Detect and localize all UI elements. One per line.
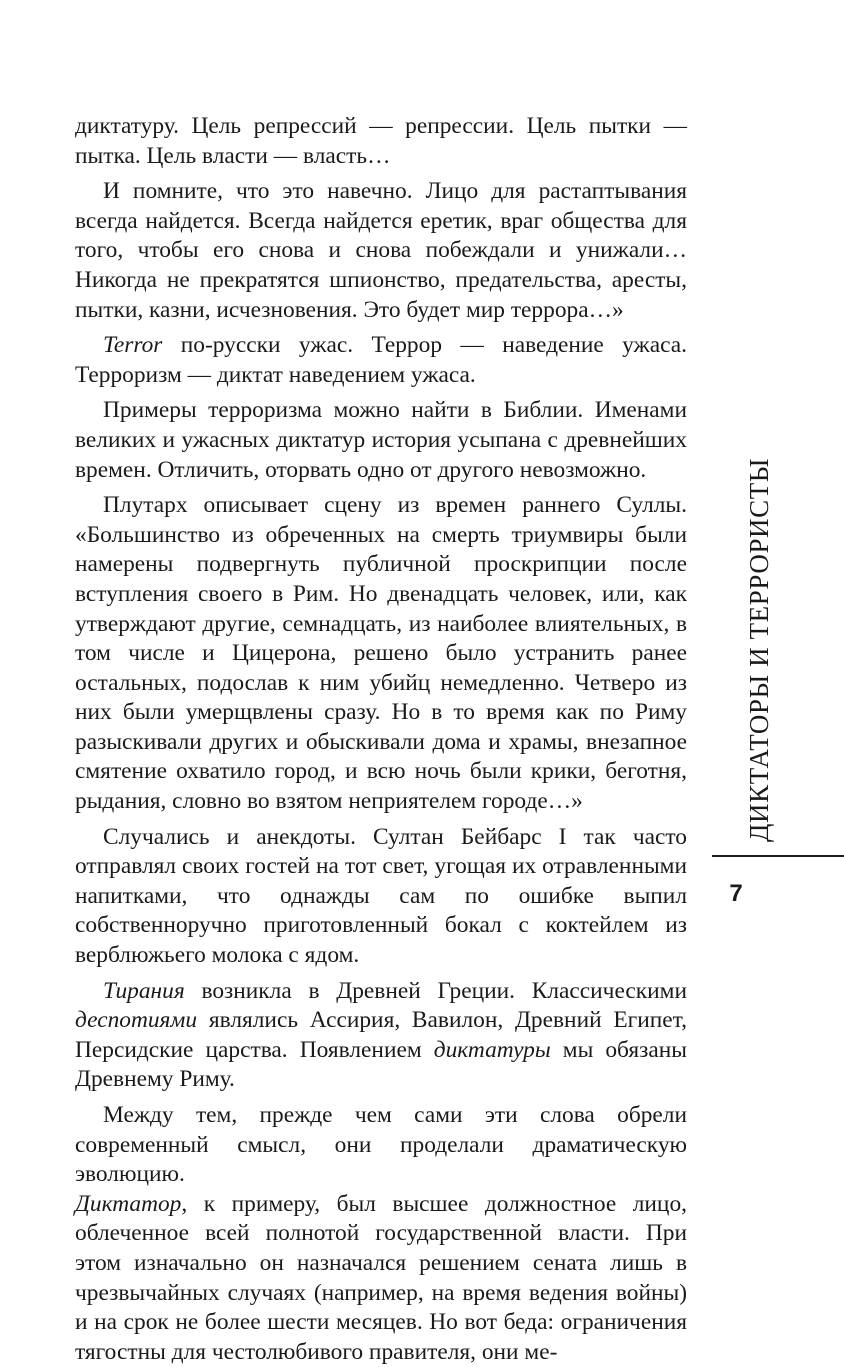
paragraph-text: по-русски ужас. Террор — наведение ужаса. Терроризм — диктат наведением ужаса. [75,332,687,388]
paragraph: диктатуру. Цель репрессий — репрессии. Цель пытки — пытка. Цель власти — власть… [75,113,687,169]
body-text [75,112,687,1367]
paragraph: Между тем, прежде чем сами эти слова обрели современный смысл, они проделали драматическую эволюцию. [75,1102,687,1188]
divider [712,855,844,857]
italic-term: Диктатор [75,1190,182,1217]
paragraph: Случались и анекдоты. Султан Бейбарс I так часто отправлял своих гостей на тот свет, угощая их отравленными напитками, что однажды сам по ошибке выпил собственноручно приготовленный бокал с коктейлем из верблюжьего молока с ядом. [75,823,687,969]
paragraph [75,977,687,1095]
italic-term: диктатуры [433,1036,551,1063]
italic-term: Тирания [103,977,185,1004]
paragraph-text: , к примеру, был высшее должностное лицо, облеченное всей полнотой государственной власти. При этом изначально он назначался решением сената лишь в чрезвычайных случаях (например, на время ведения войны) и на срок не более шести месяцев. Но вот беда: ограничения тягостны для честолюбивого правителя, они ме- [75,1190,687,1365]
paragraph [75,1190,687,1367]
paragraph: Примеры терроризма можно найти в Библии. Именами великих и ужасных диктатур история усыпана с древнейших времен. Отличить, оторвать одно от другого невозможно. [75,397,687,483]
page-number: 7 [729,880,743,907]
paragraph-text: мы обязаны Древнему Риму. [75,1036,687,1093]
running-head: ДИКТАТОРЫ И ТЕРРОРИСТЫ [744,457,774,842]
italic-term: деспотиями [75,1007,198,1034]
paragraph [75,331,687,390]
paragraph-text: являлись Ассирия, Вавилон, Древний Египет, Персидские царства. Появлением [75,1007,687,1063]
italic-term: Terror [103,332,163,359]
paragraph: Плутарх описывает сцену из времен раннего Суллы. «Большинство из обреченных на смерть триумвиры были намерены подвергнуть публичной проскрипции после вступления своего в Рим. Но двенадцать человек, или, как утверждают другие, семнадцать, из наиболее влиятельных, в том числе и Цицерона, решено было устранить ранее остальных, подослав к ним убийц немедленно. Четверо из них были умерщвлены сразу. Но в то время как по Риму разыскивали других и обыскивали дома и храмы, внезапное смятение охватило город, и всю ночь были крики, беготня, рыдания, словно во взятом неприятелем городе…» [75,492,687,815]
paragraph: И помните, что это навечно. Лицо для растаптывания всегда найдется. Всегда найдется еретик, враг общества для того, чтобы его снова и снова побеждали и унижали… Никогда не прекратятся шпионство, предательства, аресты, пытки, казни, исчезновения. Это будет мир террора…» [75,178,687,323]
paragraph-text: возникла в Древней Греции. Классическими [184,977,687,1004]
